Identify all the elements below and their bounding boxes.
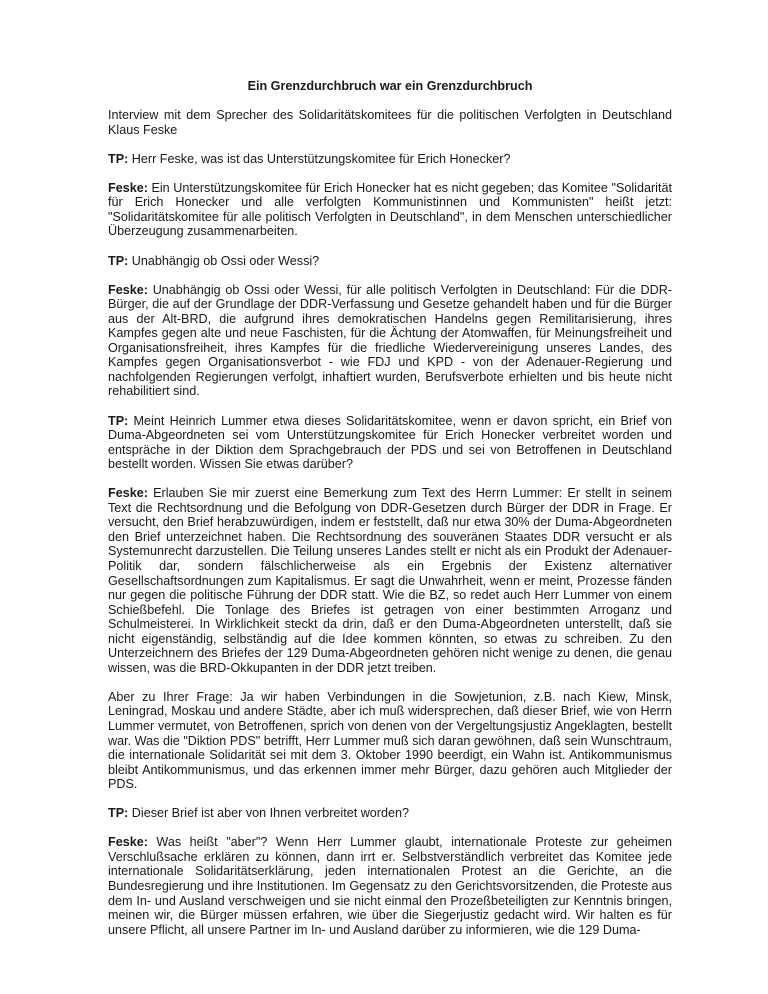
paragraph-text: Unabhängig ob Ossi oder Wessi? — [128, 253, 320, 268]
paragraph-tp-4 — [108, 806, 672, 821]
intro-paragraph: Interview mit dem Sprecher des Solidaritätskomitees für die politischen Verfolgten in Deutschland Klaus Feske — [108, 108, 672, 137]
paragraph-tp-2 — [108, 254, 672, 269]
document-page — [108, 79, 672, 952]
paragraph-feske-3-continued — [108, 690, 672, 792]
document-title: Ein Grenzdurchbruch war ein Grenzdurchbruch — [247, 79, 533, 93]
paragraph-text: Was heißt "aber"? Wenn Herr Lummer glaubt, internationale Proteste zur geheimen Verschlußsache erklären zu können, dann irrt er. Selbstverständlich verbreitet das Komitee jede internationale Solidaritätserklärung, jeden internationalen Protest an die Gerichte, an die Bundesregierung und ihre Institutionen. Im Gegensatz zu den Gerichtsvorsitzenden, die Proteste aus dem In- und Ausland verschweigen und sie nicht einmal den Prozeßbeteiligten zur Kenntnis bringen, meinen wir, die Bürger müssen erfahren, wie über die Siegerjustiz gedacht wird. Wir halten es für unsere Pflicht, all unsere Partner im In- und Ausland darüber zu informieren, wie die 129 Duma- — [108, 835, 672, 937]
speaker-label: Feske: — [108, 282, 148, 297]
speaker-label: Feske: — [108, 835, 148, 850]
paragraph-feske-4 — [108, 835, 672, 937]
speaker-label: TP: — [108, 253, 129, 268]
paragraph-text: Herr Feske, was ist das Unterstützungskomitee für Erich Honecker? — [128, 151, 511, 166]
paragraph-text: Dieser Brief ist aber von Ihnen verbreitet worden? — [128, 806, 409, 821]
paragraph-tp-1 — [108, 152, 672, 167]
paragraph-text: Erlauben Sie mir zuerst eine Bemerkung zum Text des Herrn Lummer: Er stellt in seinem Text die Rechtsordnung und die Befolgung von DDR-Gesetzen durch Bürger der DDR in Frage. Er versucht, den Brief herabzuwürdigen, indem er feststellt, daß nur etwa 30% der Duma-Abgeordneten den Brief unterzeichnet haben. Die Rechtsordnung des souveränen Staates DDR versucht er als Systemunrecht darzustellen. Die Teilung unseres Landes stellt er nicht als ein Produkt der Adenauer-Politik dar, sondern fälschlicherweise als ein Ergebnis der Existenz alternativer Gesellschaftsordnungen zum Kapitalismus. Er sagt die Unwahrheit, wenn er meint, Prozesse fänden nur gegen die politische Führung der DDR statt. Wie die BZ, so redet auch Herr Lummer von einem Schießbefehl. Die Tonlage des Briefes ist getragen von einer bestimmten Arroganz und Schulmeisterei. In Wirklichkeit steckt da drin, daß er den Duma-Abgeordneten unterstellt, daß sie nicht eigenständig, selbständig auf die Idee kommen könnten, so etwas zu schreiben. Zu den Unterzeichnern des Briefes der 129 Duma-Abgeordneten gehören nicht wenige zu denen, die genau wissen, was die BRD-Okkupanten in der DDR jetzt treiben. — [108, 486, 672, 675]
speaker-label: Feske: — [108, 486, 148, 501]
paragraph-text: Unabhängig ob Ossi oder Wessi, für alle politisch Verfolgten in Deutschland: Für die DDR-Bürger, die auf der Grundlage der DDR-Verfassung und Gesetze gehandelt haben und für die Bürger aus der Alt-BRD, die aufgrund ihres demokratischen Handelns gegen Remilitarisierung, ihres Kampfes gegen alte und neue Faschisten, für die Ächtung der Atomwaffen, für Meinungsfreiheit und Organisationsfreiheit, ihres Kampfes für die friedliche Wiedervereinigung unseres Landes, des Kampfes gegen Organisationsverbot - wie FDJ und KPD - von der Adenauer-Regierung und nachfolgenden Regierungen verfolgt, inhaftiert wurden, Berufsverbote erhielten und bis heute nicht rehabilitiert sind. — [108, 282, 672, 399]
paragraph-text: Meint Heinrich Lummer etwa dieses Solidaritätskomitee, wenn er davon spricht, ein Brief von Duma-Abgeordneten sei vom Unterstützungskomitee für Erich Honecker verbreitet worden und entspräche in der Diktion dem Sprachgebrauch der PDS und sei von Betroffenen in Deutschland bestellt worden. Wissen Sie etwas darüber? — [108, 413, 672, 472]
paragraph-tp-3 — [108, 414, 672, 472]
speaker-label: TP: — [108, 151, 129, 166]
speaker-label: TP: — [108, 806, 129, 821]
paragraph-feske-1 — [108, 181, 672, 239]
paragraph-feske-2 — [108, 283, 672, 399]
paragraph-feske-3 — [108, 486, 672, 675]
paragraph-text: Ein Unterstützungskomitee für Erich Honecker hat es nicht gegeben; das Komitee "Solidarität für Erich Honecker und alle verfolgten Kommunistinnen und Kommunisten" heißt jetzt: "Solidaritätskomitee für alle politisch Verfolgten in Deutschland", in dem Menschen unterschiedlicher Überzeugung zusammenarbeiten. — [108, 180, 672, 239]
paragraph-text: Aber zu Ihrer Frage: Ja wir haben Verbindungen in die Sowjetunion, z.B. nach Kiew, Minsk, Leningrad, Moskau und andere Städte, aber ich muß widersprechen, daß dieser Brief, wie von Herrn Lummer vermutet, von Betroffenen, sprich von denen von der Vergeltungsjustiz Angeklagten, bestellt war. Was die "Diktion PDS" betrifft, Herr Lummer muß sich daran gewöhnen, daß sein Wunschtraum, die internationale Solidarität sei mit dem 3. Oktober 1990 beerdigt, ein Wahn ist. Antikommunismus bleibt Antikommunismus, und das erkennen immer mehr Bürger, dazu gehören auch Mitglieder der PDS. — [108, 689, 672, 792]
speaker-label: TP: — [108, 413, 129, 428]
speaker-label: Feske: — [108, 180, 148, 195]
